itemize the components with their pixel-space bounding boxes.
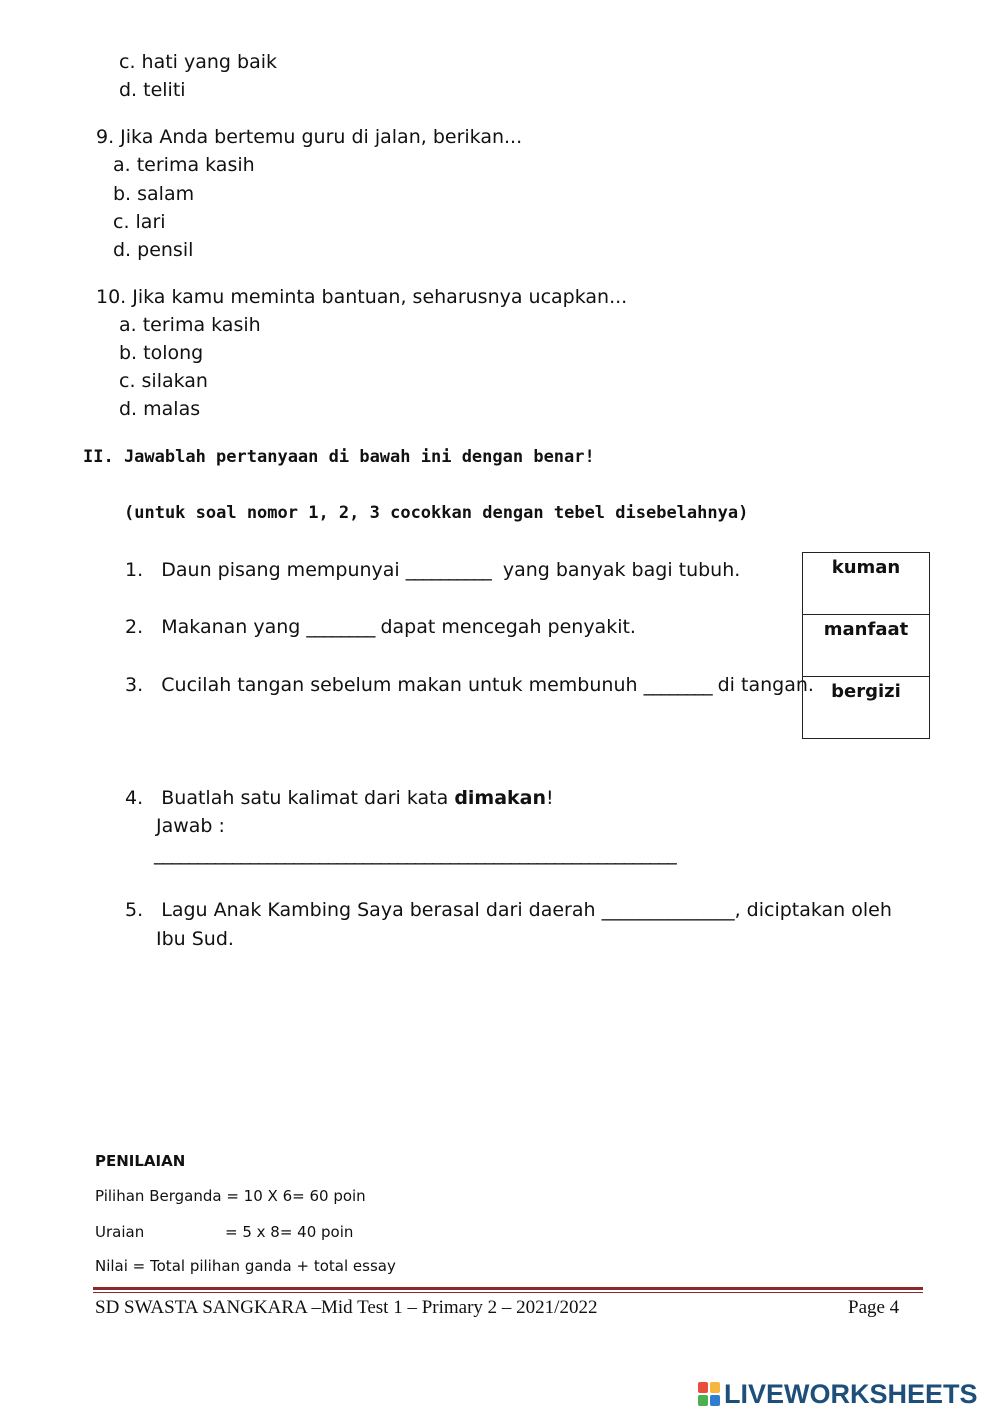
answer-blank[interactable]: ________ (306, 616, 375, 638)
q9-option-d: d. pensil (113, 239, 194, 261)
word-bank-cell[interactable]: manfaat (803, 615, 930, 677)
prev-option-c: c. hati yang baik (119, 51, 277, 73)
q4-text: Buatlah satu kalimat dari kata (161, 787, 449, 809)
match-item-2 (125, 613, 636, 641)
item-text-before: Daun pisang mempunyai (161, 559, 400, 581)
uraian-calc: = 5 x 8= 40 poin (225, 1223, 354, 1241)
q4-answer-line[interactable]: ____________________________________________________________ (154, 843, 677, 865)
item-number: 5. (125, 899, 144, 921)
question-9: 9. Jika Anda bertemu guru di jalan, berikan... (96, 126, 523, 148)
question-10: 10. Jika kamu meminta bantuan, seharusnya ucapkan... (96, 286, 628, 308)
item-text-before: Cucilah tangan sebelum makan untuk membunuh (161, 674, 638, 696)
section-2-instruction: (untuk soal nomor 1, 2, 3 cocokkan dengan tebel disebelahnya) (124, 503, 749, 523)
item-number: 2. (125, 616, 144, 638)
q4-keyword: dimakan (454, 787, 547, 809)
penilaian-title: PENILAIAN (95, 1152, 186, 1170)
question-5 (125, 896, 892, 924)
item-number: 4. (125, 787, 144, 809)
footer-school-text: SD SWASTA SANGKARA –Mid Test 1 – Primary 2 – 2021/2022 (95, 1297, 598, 1318)
q9-option-a: a. terima kasih (113, 154, 255, 176)
liveworksheets-logo-text: LIVEWORKSHEETS (724, 1378, 978, 1409)
match-item-3 (125, 671, 814, 699)
item-text-after: yang banyak bagi tubuh. (502, 559, 741, 581)
item-number: 1. (125, 559, 144, 581)
question-4 (125, 784, 554, 812)
q10-option-d: d. malas (119, 398, 201, 420)
item-text-before: Makanan yang (161, 616, 301, 638)
liveworksheets-logo[interactable] (698, 1378, 978, 1410)
penilaian-nilai: Nilai = Total pilihan ganda + total essay (95, 1257, 396, 1275)
answer-blank[interactable]: ________ (643, 674, 712, 696)
word-bank-cell[interactable]: bergizi (803, 677, 930, 739)
q5-line-2: Ibu Sud. (156, 928, 234, 950)
pg-label: Pilihan Berganda (95, 1187, 222, 1205)
word-bank-table (802, 552, 930, 739)
penilaian-pg (95, 1187, 366, 1205)
item-text-after: dapat mencegah penyakit. (380, 616, 636, 638)
section-2-heading: II. Jawablah pertanyaan di bawah ini dengan benar! (83, 447, 595, 467)
liveworksheets-logo-icon (698, 1382, 720, 1406)
footer-rule (93, 1287, 923, 1290)
match-item-1 (125, 556, 740, 584)
pg-calc: = 10 X 6= 60 poin (226, 1187, 366, 1205)
item-number: 3. (125, 674, 144, 696)
q4-answer-label: Jawab : (156, 815, 225, 837)
prev-option-d: d. teliti (119, 79, 186, 101)
q5-line-1: Lagu Anak Kambing Saya berasal dari daerah ______________, diciptakan oleh (161, 899, 892, 921)
q9-option-c: c. lari (113, 211, 166, 233)
footer-page-number: Page 4 (848, 1297, 900, 1318)
footer-rule-thin (93, 1292, 923, 1293)
penilaian-uraian (95, 1223, 353, 1241)
q4-punct: ! (546, 787, 554, 809)
q9-option-b: b. salam (113, 183, 195, 205)
answer-blank[interactable]: __________ (405, 559, 491, 581)
uraian-label: Uraian (95, 1223, 145, 1241)
q10-option-a: a. terima kasih (119, 314, 261, 336)
q10-option-c: c. silakan (119, 370, 208, 392)
q10-option-b: b. tolong (119, 342, 204, 364)
item-text-after: di tangan. (717, 674, 814, 696)
word-bank-cell[interactable]: kuman (803, 553, 930, 615)
